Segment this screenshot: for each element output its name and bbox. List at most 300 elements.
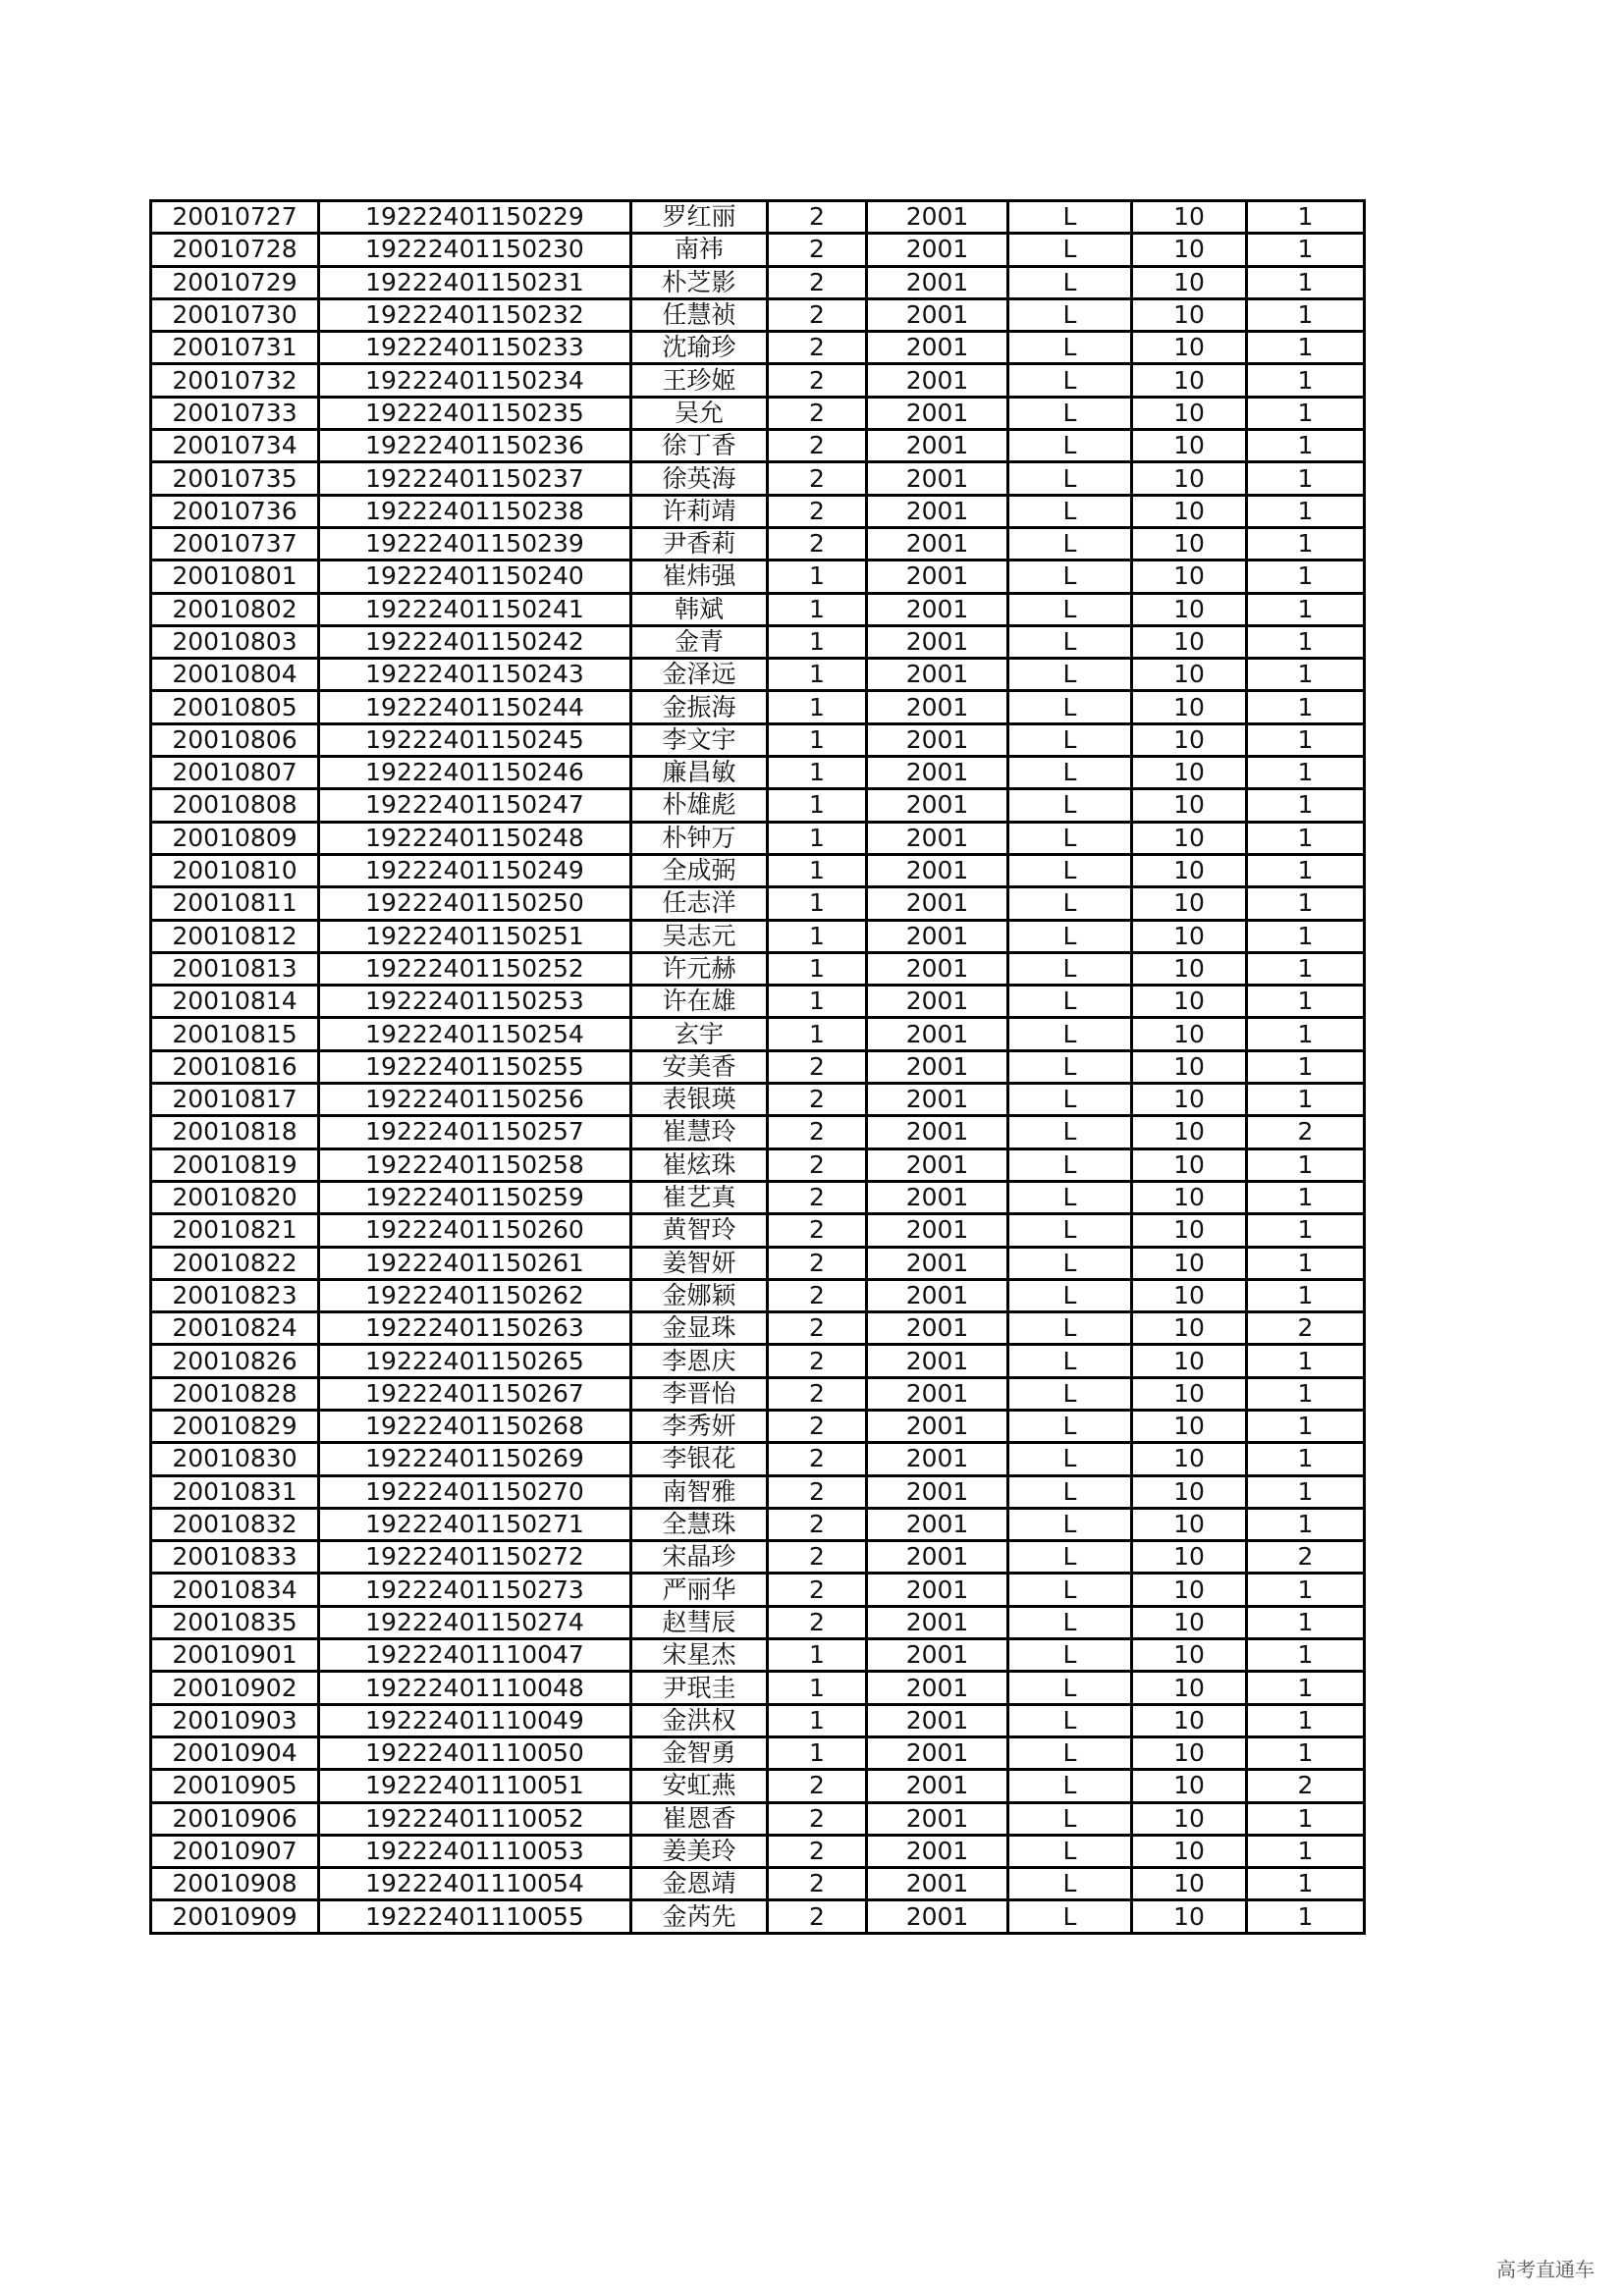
code-cell: 2001 bbox=[867, 1279, 1008, 1311]
exam-number-cell: 19222401150265 bbox=[319, 1345, 631, 1377]
flag-cell: 1 bbox=[1247, 952, 1365, 985]
code-cell: 2001 bbox=[867, 952, 1008, 985]
gender-cell: 2 bbox=[768, 1084, 867, 1116]
gender-cell: 2 bbox=[768, 397, 867, 429]
student-name-cell: 宋晶珍 bbox=[631, 1541, 768, 1574]
flag-cell: 1 bbox=[1247, 1868, 1365, 1900]
score-cell: 10 bbox=[1132, 1606, 1247, 1638]
flag-cell: 2 bbox=[1247, 1116, 1365, 1148]
flag-cell: 2 bbox=[1247, 1541, 1365, 1574]
level-cell: L bbox=[1008, 527, 1132, 560]
student-name-cell: 任志洋 bbox=[631, 887, 768, 920]
level-cell: L bbox=[1008, 364, 1132, 397]
exam-number-cell: 19222401110052 bbox=[319, 1802, 631, 1835]
level-cell: L bbox=[1008, 1639, 1132, 1672]
code-cell: 2001 bbox=[867, 723, 1008, 756]
score-cell: 10 bbox=[1132, 234, 1247, 266]
exam-number-cell: 19222401110054 bbox=[319, 1868, 631, 1900]
score-cell: 10 bbox=[1132, 1900, 1247, 1933]
level-cell: L bbox=[1008, 1050, 1132, 1083]
seat-number-cell: 20010901 bbox=[151, 1639, 319, 1672]
exam-number-cell: 19222401150239 bbox=[319, 527, 631, 560]
seat-number-cell: 20010812 bbox=[151, 920, 319, 952]
score-cell: 10 bbox=[1132, 561, 1247, 593]
seat-number-cell: 20010731 bbox=[151, 332, 319, 364]
gender-cell: 1 bbox=[768, 593, 867, 625]
score-cell: 10 bbox=[1132, 920, 1247, 952]
code-cell: 2001 bbox=[867, 1574, 1008, 1606]
student-name-cell: 许元赫 bbox=[631, 952, 768, 985]
exam-number-cell: 19222401150263 bbox=[319, 1312, 631, 1345]
exam-number-cell: 19222401110053 bbox=[319, 1835, 631, 1867]
seat-number-cell: 20010810 bbox=[151, 854, 319, 886]
score-cell: 10 bbox=[1132, 757, 1247, 789]
seat-number-cell: 20010811 bbox=[151, 887, 319, 920]
table-row bbox=[151, 1116, 1365, 1148]
level-cell: L bbox=[1008, 1410, 1132, 1442]
flag-cell: 1 bbox=[1247, 593, 1365, 625]
exam-number-cell: 19222401150252 bbox=[319, 952, 631, 985]
level-cell: L bbox=[1008, 854, 1132, 886]
gender-cell: 2 bbox=[768, 1377, 867, 1410]
student-name-cell: 姜美玲 bbox=[631, 1835, 768, 1867]
student-name-cell: 严丽华 bbox=[631, 1574, 768, 1606]
level-cell: L bbox=[1008, 691, 1132, 723]
flag-cell: 1 bbox=[1247, 1247, 1365, 1279]
student-name-cell: 许在雄 bbox=[631, 986, 768, 1018]
seat-number-cell: 20010737 bbox=[151, 527, 319, 560]
exam-number-cell: 19222401150260 bbox=[319, 1214, 631, 1247]
level-cell: L bbox=[1008, 1900, 1132, 1933]
gender-cell: 2 bbox=[768, 1770, 867, 1802]
student-name-cell: 金娜颖 bbox=[631, 1279, 768, 1311]
seat-number-cell: 20010834 bbox=[151, 1574, 319, 1606]
table-row bbox=[151, 887, 1365, 920]
gender-cell: 2 bbox=[768, 1116, 867, 1148]
score-cell: 10 bbox=[1132, 1018, 1247, 1050]
level-cell: L bbox=[1008, 1084, 1132, 1116]
student-table bbox=[149, 199, 1366, 1935]
level-cell: L bbox=[1008, 952, 1132, 985]
gender-cell: 1 bbox=[768, 920, 867, 952]
seat-number-cell: 20010831 bbox=[151, 1475, 319, 1508]
student-name-cell: 金泽远 bbox=[631, 659, 768, 691]
code-cell: 2001 bbox=[867, 1214, 1008, 1247]
flag-cell: 1 bbox=[1247, 1508, 1365, 1540]
level-cell: L bbox=[1008, 266, 1132, 298]
gender-cell: 2 bbox=[768, 1541, 867, 1574]
level-cell: L bbox=[1008, 887, 1132, 920]
level-cell: L bbox=[1008, 1770, 1132, 1802]
gender-cell: 1 bbox=[768, 1018, 867, 1050]
flag-cell: 1 bbox=[1247, 1704, 1365, 1736]
gender-cell: 1 bbox=[768, 789, 867, 822]
exam-number-cell: 19222401150267 bbox=[319, 1377, 631, 1410]
seat-number-cell: 20010736 bbox=[151, 495, 319, 527]
code-cell: 2001 bbox=[867, 1475, 1008, 1508]
student-name-cell: 黄智玲 bbox=[631, 1214, 768, 1247]
student-name-cell: 表银瑛 bbox=[631, 1084, 768, 1116]
level-cell: L bbox=[1008, 1574, 1132, 1606]
exam-number-cell: 19222401150268 bbox=[319, 1410, 631, 1442]
exam-number-cell: 19222401150257 bbox=[319, 1116, 631, 1148]
code-cell: 2001 bbox=[867, 1672, 1008, 1704]
level-cell: L bbox=[1008, 1606, 1132, 1638]
seat-number-cell: 20010816 bbox=[151, 1050, 319, 1083]
flag-cell: 1 bbox=[1247, 1639, 1365, 1672]
exam-number-cell: 19222401150235 bbox=[319, 397, 631, 429]
code-cell: 2001 bbox=[867, 1541, 1008, 1574]
gender-cell: 2 bbox=[768, 1312, 867, 1345]
table-row bbox=[151, 1443, 1365, 1475]
seat-number-cell: 20010902 bbox=[151, 1672, 319, 1704]
gender-cell: 1 bbox=[768, 986, 867, 1018]
seat-number-cell: 20010818 bbox=[151, 1116, 319, 1148]
exam-number-cell: 19222401150254 bbox=[319, 1018, 631, 1050]
seat-number-cell: 20010821 bbox=[151, 1214, 319, 1247]
student-name-cell: 王珍姬 bbox=[631, 364, 768, 397]
exam-number-cell: 19222401110055 bbox=[319, 1900, 631, 1933]
score-cell: 10 bbox=[1132, 986, 1247, 1018]
flag-cell: 1 bbox=[1247, 1900, 1365, 1933]
seat-number-cell: 20010728 bbox=[151, 234, 319, 266]
seat-number-cell: 20010817 bbox=[151, 1084, 319, 1116]
code-cell: 2001 bbox=[867, 1606, 1008, 1638]
exam-number-cell: 19222401150237 bbox=[319, 462, 631, 495]
student-name-cell: 廉昌敏 bbox=[631, 757, 768, 789]
flag-cell: 1 bbox=[1247, 1672, 1365, 1704]
table-row bbox=[151, 1050, 1365, 1083]
flag-cell: 1 bbox=[1247, 1214, 1365, 1247]
score-cell: 10 bbox=[1132, 1410, 1247, 1442]
table-row bbox=[151, 298, 1365, 331]
exam-number-cell: 19222401150271 bbox=[319, 1508, 631, 1540]
score-cell: 10 bbox=[1132, 1736, 1247, 1769]
table-row bbox=[151, 1214, 1365, 1247]
table-row bbox=[151, 986, 1365, 1018]
flag-cell: 2 bbox=[1247, 1770, 1365, 1802]
table-row bbox=[151, 332, 1365, 364]
student-name-cell: 金青 bbox=[631, 625, 768, 658]
gender-cell: 1 bbox=[768, 1639, 867, 1672]
code-cell: 2001 bbox=[867, 789, 1008, 822]
score-cell: 10 bbox=[1132, 1148, 1247, 1181]
code-cell: 2001 bbox=[867, 201, 1008, 234]
score-cell: 10 bbox=[1132, 1672, 1247, 1704]
code-cell: 2001 bbox=[867, 1345, 1008, 1377]
gender-cell: 2 bbox=[768, 364, 867, 397]
level-cell: L bbox=[1008, 332, 1132, 364]
level-cell: L bbox=[1008, 1736, 1132, 1769]
score-cell: 10 bbox=[1132, 1312, 1247, 1345]
exam-number-cell: 19222401110049 bbox=[319, 1704, 631, 1736]
code-cell: 2001 bbox=[867, 1377, 1008, 1410]
level-cell: L bbox=[1008, 495, 1132, 527]
flag-cell: 1 bbox=[1247, 1084, 1365, 1116]
gender-cell: 2 bbox=[768, 1802, 867, 1835]
seat-number-cell: 20010832 bbox=[151, 1508, 319, 1540]
gender-cell: 1 bbox=[768, 561, 867, 593]
level-cell: L bbox=[1008, 397, 1132, 429]
exam-number-cell: 19222401110050 bbox=[319, 1736, 631, 1769]
score-cell: 10 bbox=[1132, 1475, 1247, 1508]
code-cell: 2001 bbox=[867, 332, 1008, 364]
level-cell: L bbox=[1008, 1279, 1132, 1311]
level-cell: L bbox=[1008, 1508, 1132, 1540]
exam-number-cell: 19222401150250 bbox=[319, 887, 631, 920]
score-cell: 10 bbox=[1132, 822, 1247, 854]
exam-number-cell: 19222401150255 bbox=[319, 1050, 631, 1083]
code-cell: 2001 bbox=[867, 266, 1008, 298]
exam-number-cell: 19222401150259 bbox=[319, 1181, 631, 1213]
code-cell: 2001 bbox=[867, 1736, 1008, 1769]
table-row bbox=[151, 1312, 1365, 1345]
gender-cell: 2 bbox=[768, 1508, 867, 1540]
exam-number-cell: 19222401150248 bbox=[319, 822, 631, 854]
student-name-cell: 姜智妍 bbox=[631, 1247, 768, 1279]
student-name-cell: 韩斌 bbox=[631, 593, 768, 625]
exam-number-cell: 19222401150249 bbox=[319, 854, 631, 886]
flag-cell: 1 bbox=[1247, 1802, 1365, 1835]
gender-cell: 2 bbox=[768, 527, 867, 560]
table-row bbox=[151, 1377, 1365, 1410]
exam-number-cell: 19222401150262 bbox=[319, 1279, 631, 1311]
seat-number-cell: 20010809 bbox=[151, 822, 319, 854]
exam-number-cell: 19222401150273 bbox=[319, 1574, 631, 1606]
score-cell: 10 bbox=[1132, 887, 1247, 920]
table-row bbox=[151, 625, 1365, 658]
exam-number-cell: 19222401150243 bbox=[319, 659, 631, 691]
seat-number-cell: 20010909 bbox=[151, 1900, 319, 1933]
level-cell: L bbox=[1008, 1018, 1132, 1050]
table-body bbox=[151, 201, 1365, 1934]
student-name-cell: 任慧祯 bbox=[631, 298, 768, 331]
exam-number-cell: 19222401110048 bbox=[319, 1672, 631, 1704]
table-row bbox=[151, 854, 1365, 886]
level-cell: L bbox=[1008, 298, 1132, 331]
table-row bbox=[151, 1639, 1365, 1672]
gender-cell: 2 bbox=[768, 1050, 867, 1083]
gender-cell: 2 bbox=[768, 1345, 867, 1377]
exam-number-cell: 19222401150244 bbox=[319, 691, 631, 723]
table-row bbox=[151, 1900, 1365, 1933]
seat-number-cell: 20010826 bbox=[151, 1345, 319, 1377]
student-name-cell: 崔炜强 bbox=[631, 561, 768, 593]
exam-number-cell: 19222401150256 bbox=[319, 1084, 631, 1116]
student-name-cell: 赵彗辰 bbox=[631, 1606, 768, 1638]
code-cell: 2001 bbox=[867, 854, 1008, 886]
student-name-cell: 崔艺真 bbox=[631, 1181, 768, 1213]
score-cell: 10 bbox=[1132, 332, 1247, 364]
table-row bbox=[151, 1868, 1365, 1900]
seat-number-cell: 20010803 bbox=[151, 625, 319, 658]
exam-number-cell: 19222401150234 bbox=[319, 364, 631, 397]
level-cell: L bbox=[1008, 789, 1132, 822]
seat-number-cell: 20010829 bbox=[151, 1410, 319, 1442]
table-row bbox=[151, 495, 1365, 527]
score-cell: 10 bbox=[1132, 527, 1247, 560]
score-cell: 10 bbox=[1132, 201, 1247, 234]
seat-number-cell: 20010823 bbox=[151, 1279, 319, 1311]
exam-number-cell: 19222401150272 bbox=[319, 1541, 631, 1574]
level-cell: L bbox=[1008, 1802, 1132, 1835]
code-cell: 2001 bbox=[867, 659, 1008, 691]
seat-number-cell: 20010905 bbox=[151, 1770, 319, 1802]
table-row bbox=[151, 1475, 1365, 1508]
table-row bbox=[151, 527, 1365, 560]
code-cell: 2001 bbox=[867, 1312, 1008, 1345]
flag-cell: 1 bbox=[1247, 332, 1365, 364]
flag-cell: 1 bbox=[1247, 1410, 1365, 1442]
code-cell: 2001 bbox=[867, 1247, 1008, 1279]
student-name-cell: 金智勇 bbox=[631, 1736, 768, 1769]
seat-number-cell: 20010808 bbox=[151, 789, 319, 822]
code-cell: 2001 bbox=[867, 397, 1008, 429]
code-cell: 2001 bbox=[867, 234, 1008, 266]
score-cell: 10 bbox=[1132, 430, 1247, 462]
flag-cell: 1 bbox=[1247, 266, 1365, 298]
seat-number-cell: 20010903 bbox=[151, 1704, 319, 1736]
level-cell: L bbox=[1008, 920, 1132, 952]
flag-cell: 1 bbox=[1247, 723, 1365, 756]
table-row bbox=[151, 1148, 1365, 1181]
gender-cell: 1 bbox=[768, 625, 867, 658]
flag-cell: 1 bbox=[1247, 234, 1365, 266]
gender-cell: 2 bbox=[768, 1606, 867, 1638]
student-name-cell: 李秀妍 bbox=[631, 1410, 768, 1442]
table-row bbox=[151, 561, 1365, 593]
level-cell: L bbox=[1008, 1835, 1132, 1867]
table-row bbox=[151, 364, 1365, 397]
level-cell: L bbox=[1008, 723, 1132, 756]
code-cell: 2001 bbox=[867, 1868, 1008, 1900]
student-name-cell: 许莉靖 bbox=[631, 495, 768, 527]
table-row bbox=[151, 1736, 1365, 1769]
code-cell: 2001 bbox=[867, 593, 1008, 625]
level-cell: L bbox=[1008, 1247, 1132, 1279]
gender-cell: 2 bbox=[768, 1900, 867, 1933]
gender-cell: 1 bbox=[768, 822, 867, 854]
seat-number-cell: 20010833 bbox=[151, 1541, 319, 1574]
table-row bbox=[151, 1802, 1365, 1835]
table-row bbox=[151, 757, 1365, 789]
seat-number-cell: 20010835 bbox=[151, 1606, 319, 1638]
seat-number-cell: 20010824 bbox=[151, 1312, 319, 1345]
flag-cell: 1 bbox=[1247, 397, 1365, 429]
score-cell: 10 bbox=[1132, 1050, 1247, 1083]
table-row bbox=[151, 1247, 1365, 1279]
level-cell: L bbox=[1008, 234, 1132, 266]
gender-cell: 2 bbox=[768, 1574, 867, 1606]
flag-cell: 1 bbox=[1247, 1050, 1365, 1083]
code-cell: 2001 bbox=[867, 691, 1008, 723]
exam-number-cell: 19222401150247 bbox=[319, 789, 631, 822]
seat-number-cell: 20010733 bbox=[151, 397, 319, 429]
score-cell: 10 bbox=[1132, 789, 1247, 822]
code-cell: 2001 bbox=[867, 1639, 1008, 1672]
gender-cell: 2 bbox=[768, 201, 867, 234]
seat-number-cell: 20010820 bbox=[151, 1181, 319, 1213]
flag-cell: 1 bbox=[1247, 1835, 1365, 1867]
score-cell: 10 bbox=[1132, 298, 1247, 331]
flag-cell: 1 bbox=[1247, 430, 1365, 462]
seat-number-cell: 20010822 bbox=[151, 1247, 319, 1279]
gender-cell: 2 bbox=[768, 495, 867, 527]
score-cell: 10 bbox=[1132, 1279, 1247, 1311]
gender-cell: 2 bbox=[768, 1835, 867, 1867]
gender-cell: 2 bbox=[768, 298, 867, 331]
score-cell: 10 bbox=[1132, 1541, 1247, 1574]
table-row bbox=[151, 201, 1365, 234]
seat-number-cell: 20010819 bbox=[151, 1148, 319, 1181]
exam-number-cell: 19222401150251 bbox=[319, 920, 631, 952]
flag-cell: 1 bbox=[1247, 364, 1365, 397]
student-name-cell: 安虹燕 bbox=[631, 1770, 768, 1802]
gender-cell: 2 bbox=[768, 332, 867, 364]
score-cell: 10 bbox=[1132, 1802, 1247, 1835]
student-name-cell: 罗红丽 bbox=[631, 201, 768, 234]
table-row bbox=[151, 1345, 1365, 1377]
student-name-cell: 金恩靖 bbox=[631, 1868, 768, 1900]
flag-cell: 1 bbox=[1247, 887, 1365, 920]
level-cell: L bbox=[1008, 659, 1132, 691]
flag-cell: 1 bbox=[1247, 1574, 1365, 1606]
student-name-cell: 南智雅 bbox=[631, 1475, 768, 1508]
level-cell: L bbox=[1008, 822, 1132, 854]
gender-cell: 2 bbox=[768, 462, 867, 495]
seat-number-cell: 20010828 bbox=[151, 1377, 319, 1410]
seat-number-cell: 20010806 bbox=[151, 723, 319, 756]
flag-cell: 1 bbox=[1247, 298, 1365, 331]
score-cell: 10 bbox=[1132, 659, 1247, 691]
level-cell: L bbox=[1008, 1704, 1132, 1736]
seat-number-cell: 20010732 bbox=[151, 364, 319, 397]
seat-number-cell: 20010813 bbox=[151, 952, 319, 985]
student-name-cell: 全成弼 bbox=[631, 854, 768, 886]
code-cell: 2001 bbox=[867, 1148, 1008, 1181]
flag-cell: 1 bbox=[1247, 986, 1365, 1018]
table-row bbox=[151, 397, 1365, 429]
table-row bbox=[151, 789, 1365, 822]
gender-cell: 2 bbox=[768, 1410, 867, 1442]
table-row bbox=[151, 1704, 1365, 1736]
table-row bbox=[151, 1835, 1365, 1867]
gender-cell: 2 bbox=[768, 1443, 867, 1475]
score-cell: 10 bbox=[1132, 723, 1247, 756]
seat-number-cell: 20010904 bbox=[151, 1736, 319, 1769]
gender-cell: 1 bbox=[768, 1736, 867, 1769]
exam-number-cell: 19222401110047 bbox=[319, 1639, 631, 1672]
score-cell: 10 bbox=[1132, 1084, 1247, 1116]
table-row bbox=[151, 1279, 1365, 1311]
score-cell: 10 bbox=[1132, 1116, 1247, 1148]
gender-cell: 1 bbox=[768, 757, 867, 789]
code-cell: 2001 bbox=[867, 757, 1008, 789]
flag-cell: 1 bbox=[1247, 1606, 1365, 1638]
table-row bbox=[151, 1508, 1365, 1540]
code-cell: 2001 bbox=[867, 1900, 1008, 1933]
flag-cell: 1 bbox=[1247, 854, 1365, 886]
seat-number-cell: 20010730 bbox=[151, 298, 319, 331]
student-name-cell: 李晋怡 bbox=[631, 1377, 768, 1410]
table-row bbox=[151, 1084, 1365, 1116]
score-cell: 10 bbox=[1132, 266, 1247, 298]
seat-number-cell: 20010735 bbox=[151, 462, 319, 495]
score-cell: 10 bbox=[1132, 1639, 1247, 1672]
code-cell: 2001 bbox=[867, 1181, 1008, 1213]
gender-cell: 1 bbox=[768, 854, 867, 886]
flag-cell: 1 bbox=[1247, 1736, 1365, 1769]
